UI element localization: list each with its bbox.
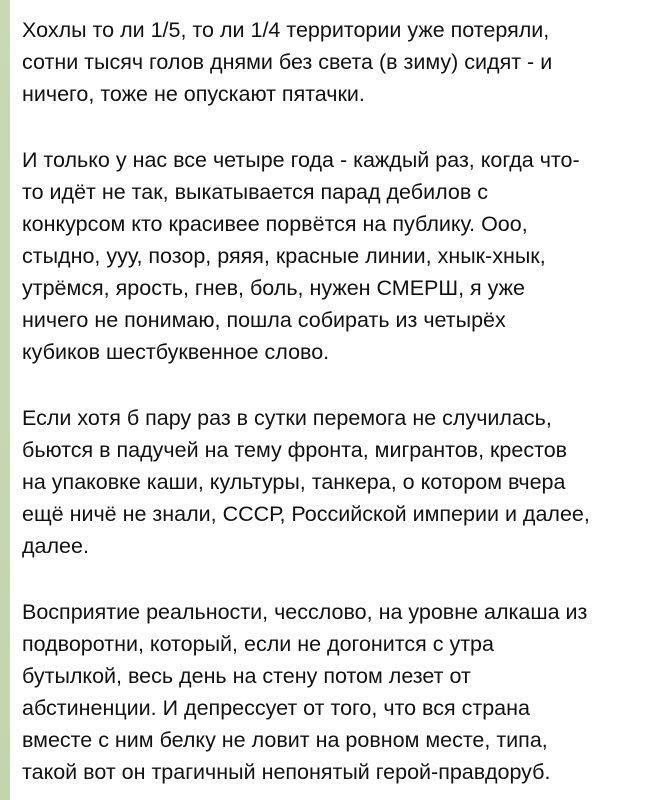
text-line: И только у нас все четыре года - каждый раз, когда что-: [22, 148, 580, 172]
message-paragraph-1: [22, 14, 670, 110]
text-line: подворотни, который, если не догонится с утра: [22, 632, 494, 656]
text-line: ещё ничё не знали, СССР, Российской империи и далее,: [22, 502, 590, 526]
message-paragraph-4: [22, 596, 670, 788]
text-line: такой вот он трагичный непонятый герой-правдоруб.: [22, 760, 551, 784]
text-line: то идёт не так, выкатывается парад дебилов с: [22, 180, 488, 204]
message-bubble[interactable]: [10, 0, 670, 800]
text-line: Хохлы то ли 1/5, то ли 1/4 территории уже потеряли,: [22, 18, 550, 42]
text-line: кубиков шестбуквенное слово.: [22, 340, 330, 364]
text-line: на упаковке каши, культуры, танкера, о котором вчера: [22, 470, 566, 494]
text-line: ничего, тоже не опускают пятачки.: [22, 82, 365, 106]
text-line: бутылкой, весь день на стену потом лезет от: [22, 664, 471, 688]
text-line: Если хотя б пару раз в сутки перемога не случилась,: [22, 406, 552, 430]
text-line: бьются в падучей на тему фронта, мигрантов, крестов: [22, 438, 568, 462]
text-line: сотни тысяч голов днями без света (в зиму) сидят - и: [22, 50, 553, 74]
text-line: ничего не понимаю, пошла собирать из четырёх: [22, 308, 506, 332]
text-line: абстиненции. И депрессует от того, что вся страна: [22, 696, 530, 720]
message-paragraph-3: [22, 402, 670, 562]
message-paragraph-2: [22, 144, 670, 368]
text-line: далее.: [22, 534, 89, 558]
text-line: конкурсом кто красивее порвётся на публику. Ооо,: [22, 212, 528, 236]
text-line: вместе с ним белку не ловит на ровном месте, типа,: [22, 728, 548, 752]
text-line: стыдно, ууу, позор, ряяя, красные линии, хнык-хнык,: [22, 244, 546, 268]
text-line: Восприятие реальности, чесслово, на уровне алкаша из: [22, 600, 588, 624]
text-line: утрёмся, ярость, гнев, боль, нужен СМЕРШ, я уже: [22, 276, 525, 300]
